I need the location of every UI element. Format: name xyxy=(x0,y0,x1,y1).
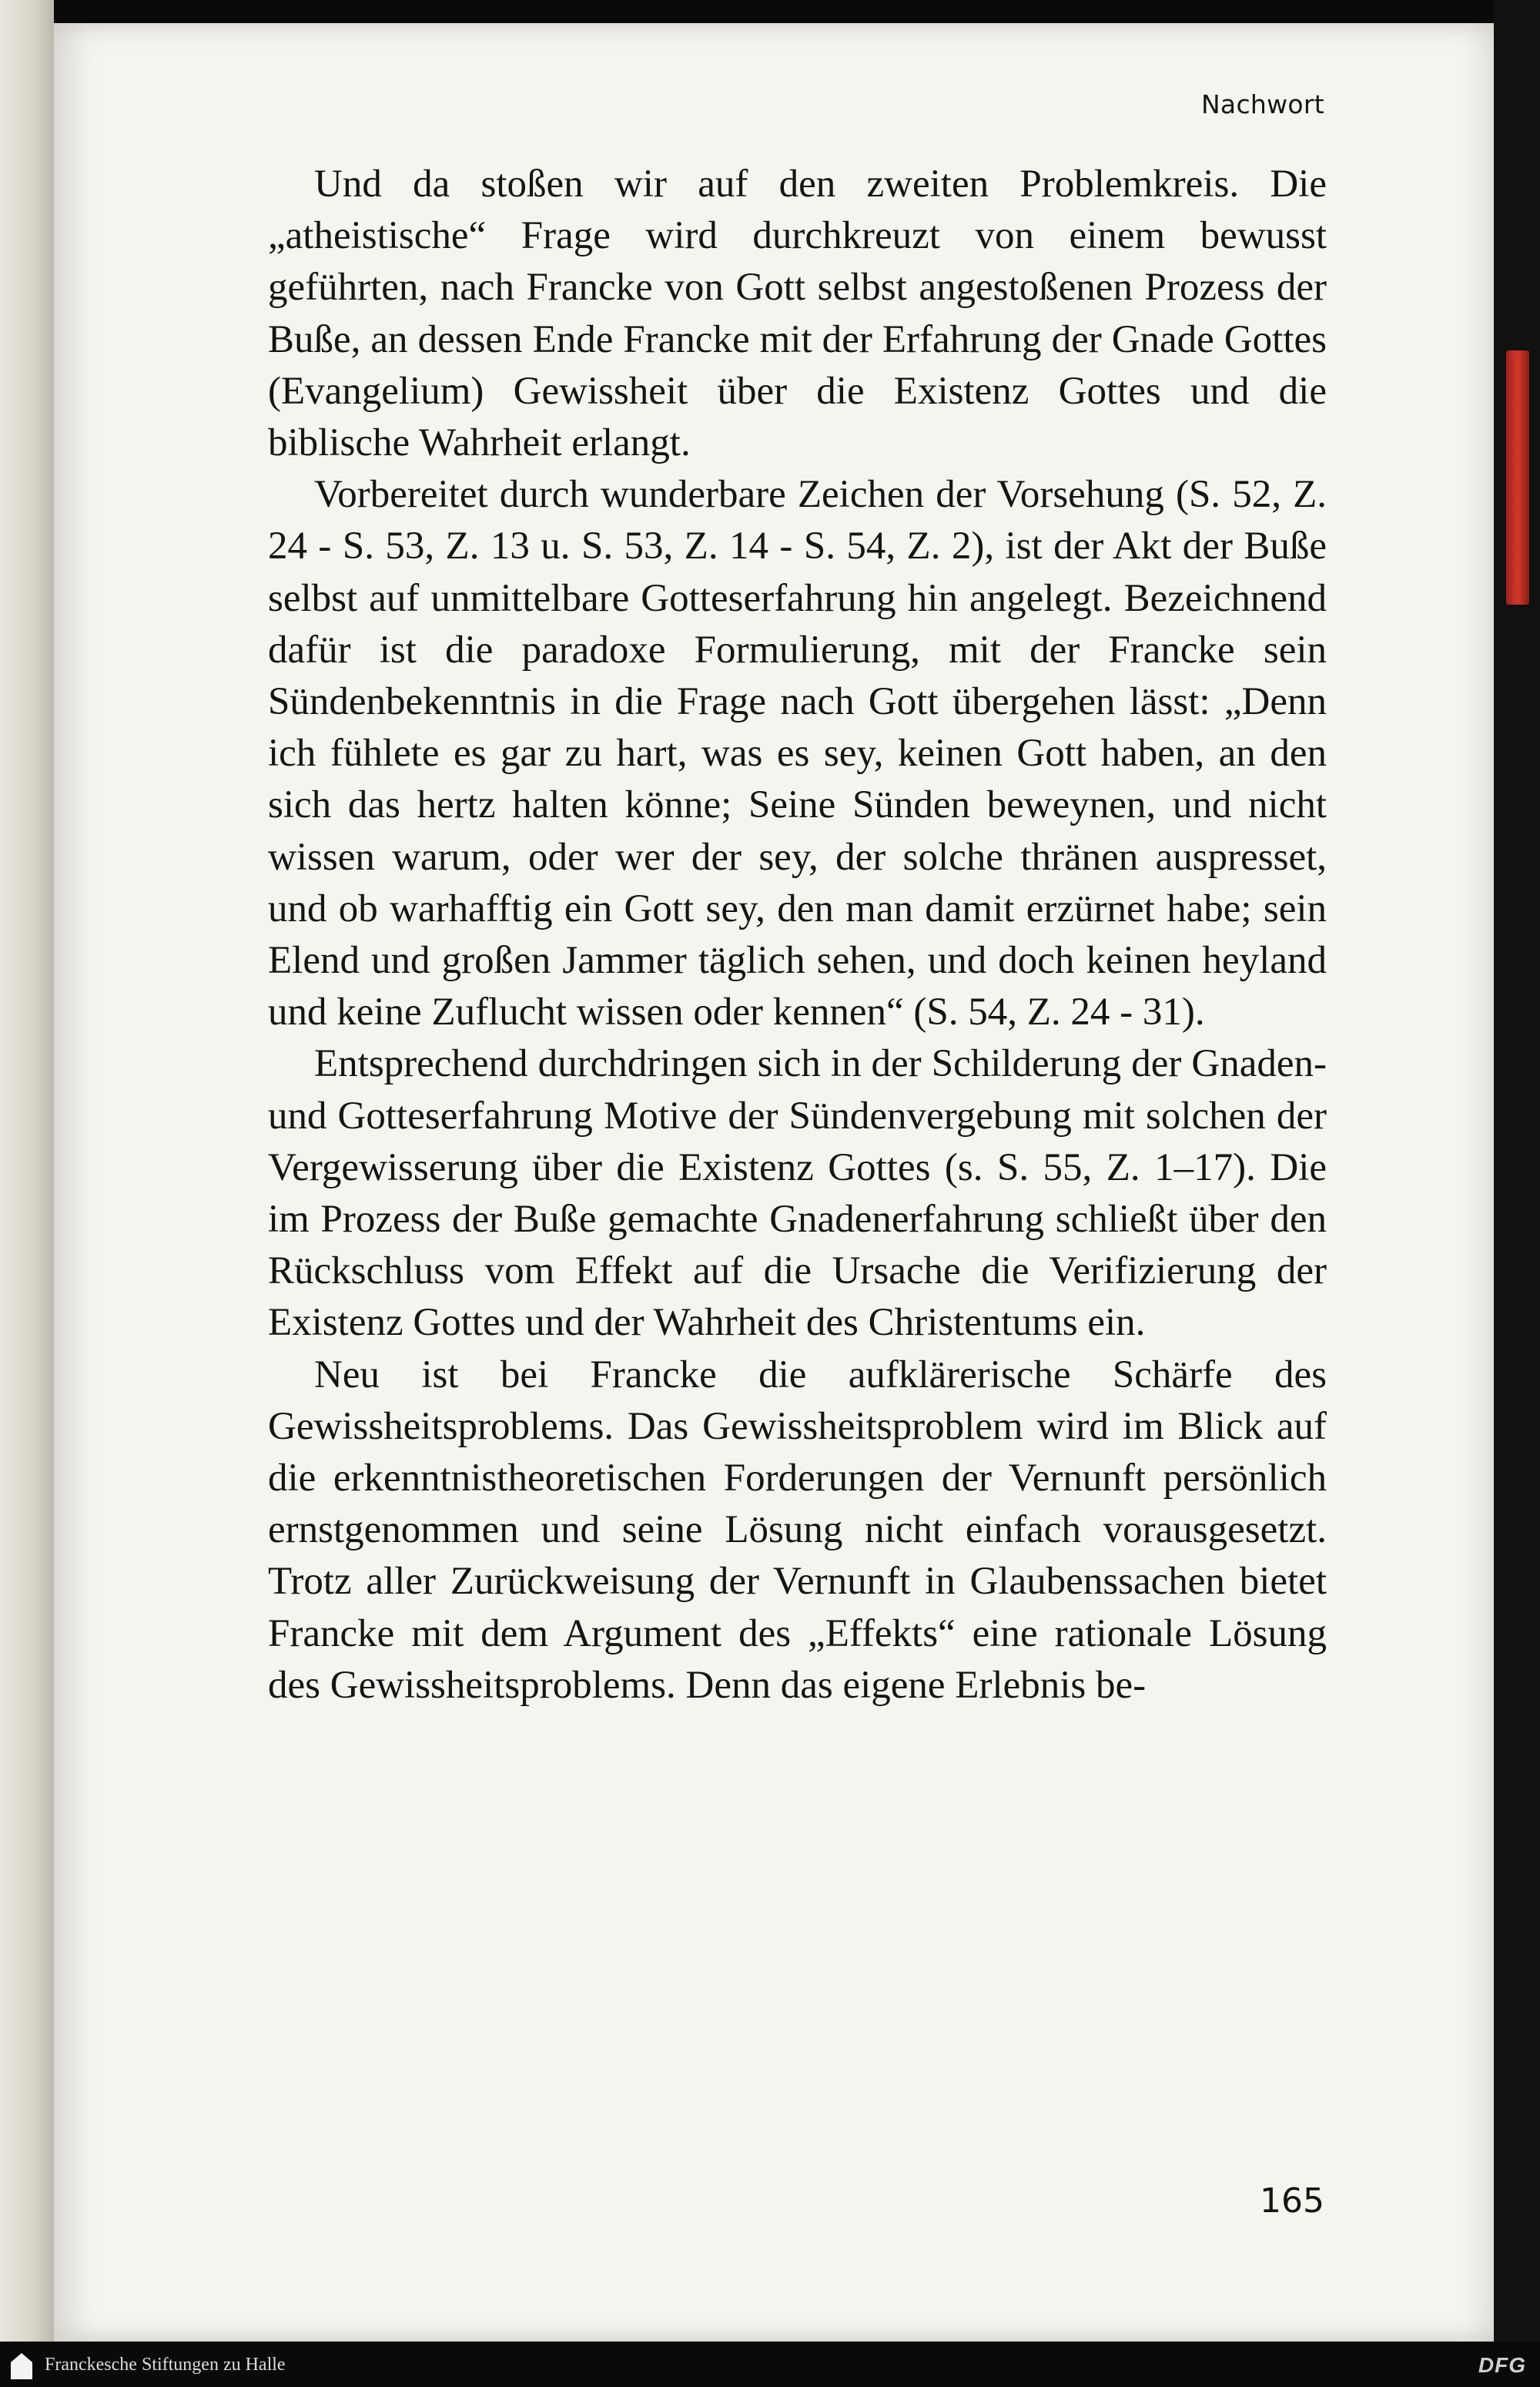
paragraph-4: Neu ist bei Francke die aufklärerische Schärfe des Gewissheitsproblems. Das Gewissheitsproblem wird im Blick auf die erkenntnistheoretischen Forderungen der Vernunft persönlich ernstgenommen und seine Lösung nicht einfach vorausgesetzt. Trotz aller Zurückweisung der Vernunft in Glaubenssachen bietet Francke mit dem Argument des „Effekts“ eine rationale Lösung des Gewissheitsproblems. Denn das eigene Erlebnis be- xyxy=(268,1353,1327,1707)
red-bookmark-ribbon xyxy=(1506,350,1529,605)
page-number: 165 xyxy=(1260,2181,1324,2221)
paragraph-1: Und da stoßen wir auf den zweiten Problemkreis. Die „atheistische“ Frage wird durchkreuzt von einem bewusst geführten, nach Francke von Gott selbst angestoßenen Prozess der Buße, an dessen Ende Francke mit der Erfahrung der Gnade Gottes (Evangelium) Gewissheit über die Existenz Gottes und die biblische Wahrheit erlangt. xyxy=(268,163,1327,465)
paragraph-2: Vorbereitet durch wunderbare Zeichen der Vorsehung (S. 52, Z. 24 - S. 53, Z. 13 u. S. 53, Z. 14 - S. 54, Z. 2), ist der Akt der Buße selbst auf unmittelbare Gotteserfahrung hin angelegt. Bezeichnend dafür ist die paradoxe Formulierung, mit der Francke sein Sündenbekenntnis in die Frage nach Gott übergehen lässt: „Denn ich fühlete es gar zu hart, was es sey, keinen Gott haben, an den sich das hertz halten könne; Seine Sünden beweynen, und nicht wissen warum, oder wer der sey, der solche thränen auspresset, und ob warhafftig ein Gott sey, den man damit erzürnet habe; sein Elend und großen Jammer täglich sehen, und doch keinen heyland und keine Zuflucht wissen oder kennen“ (S. 54, Z. 24 - 31). xyxy=(268,473,1327,1034)
dfg-logo: DFG xyxy=(1478,2353,1526,2377)
body-text xyxy=(268,159,1327,1711)
paragraph-3: Entsprechend durchdringen sich in der Schilderung der Gnaden- und Gotteserfahrung Motive der Sündenvergebung mit solchen der Vergewisserung über die Existenz Gottes (s. S. 55, Z. 1–17). Die im Prozess der Buße gemachte Gnadenerfahrung schließt über den Rückschluss vom Effekt auf die Ursache die Verifizierung der Existenz Gottes und der Wahrheit des Christentums ein. xyxy=(268,1042,1327,1345)
running-head: Nachwort xyxy=(1200,89,1324,119)
footer-bar xyxy=(0,2345,1540,2387)
institution-logo-icon xyxy=(11,2353,32,2379)
book-left-edge xyxy=(0,0,54,2342)
footer-source-text: Franckesche Stiftungen zu Halle xyxy=(45,2355,286,2375)
